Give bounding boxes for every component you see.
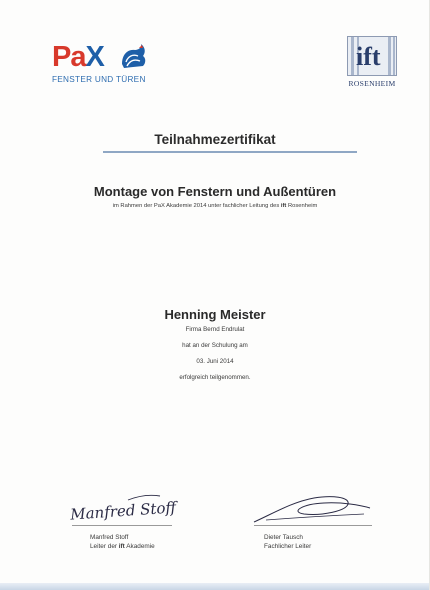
signer-left-role-suffix: Akademie (124, 543, 155, 550)
signature-right (252, 492, 372, 528)
course-subtitle (20, 203, 410, 209)
course-title: Montage von Fenstern und Außentüren (93, 184, 337, 199)
signer-right-name: Dieter Tausch (264, 534, 303, 541)
ift-logo (347, 36, 397, 92)
ift-city: ROSENHEIM (348, 79, 396, 88)
signer-left-name: Manfred Stoff (90, 534, 129, 541)
signer-left-role (90, 542, 155, 551)
ift-wordmark: ift (356, 42, 381, 71)
title-divider (103, 151, 357, 153)
signature-line-left (72, 525, 172, 526)
rooster-icon (118, 42, 148, 72)
completion-phrase: erfolgreich teilgenommen. (179, 374, 251, 381)
pax-tagline: FENSTER UND TÜREN (52, 75, 146, 84)
ift-logo-box (347, 36, 397, 76)
pax-wordmark-x: X (85, 41, 104, 73)
signature-left (68, 488, 178, 528)
signer-right (264, 533, 311, 551)
pax-wordmark (52, 42, 104, 72)
signature-line-right (254, 525, 372, 526)
signature-left-text: Manfred Stoff (69, 498, 177, 524)
signer-left (90, 533, 155, 551)
pax-wordmark-pa: Pa (52, 41, 86, 73)
training-date: 03. Juni 2014 (196, 358, 234, 365)
signer-left-role-prefix: Leiter der (90, 543, 119, 550)
subtitle-ift: ift (280, 203, 287, 209)
subtitle-prefix: im Rahmen der PaX Akademie 2014 unter fachlicher Leitung des (112, 203, 281, 209)
subtitle-suffix: Rosenheim (286, 203, 318, 209)
signer-left-role-ift: ift (118, 543, 125, 550)
bottom-border (0, 583, 429, 590)
pax-logo (52, 42, 152, 88)
attendance-phrase: hat an der Schulung am (182, 342, 248, 349)
certificate-title: Teilnahmezertifikat (154, 132, 276, 147)
participant-name: Henning Meister (164, 307, 266, 322)
signer-right-role: Fachlicher Leiter (264, 543, 312, 550)
participant-company: Firma Bernd Endrulat (185, 326, 245, 333)
